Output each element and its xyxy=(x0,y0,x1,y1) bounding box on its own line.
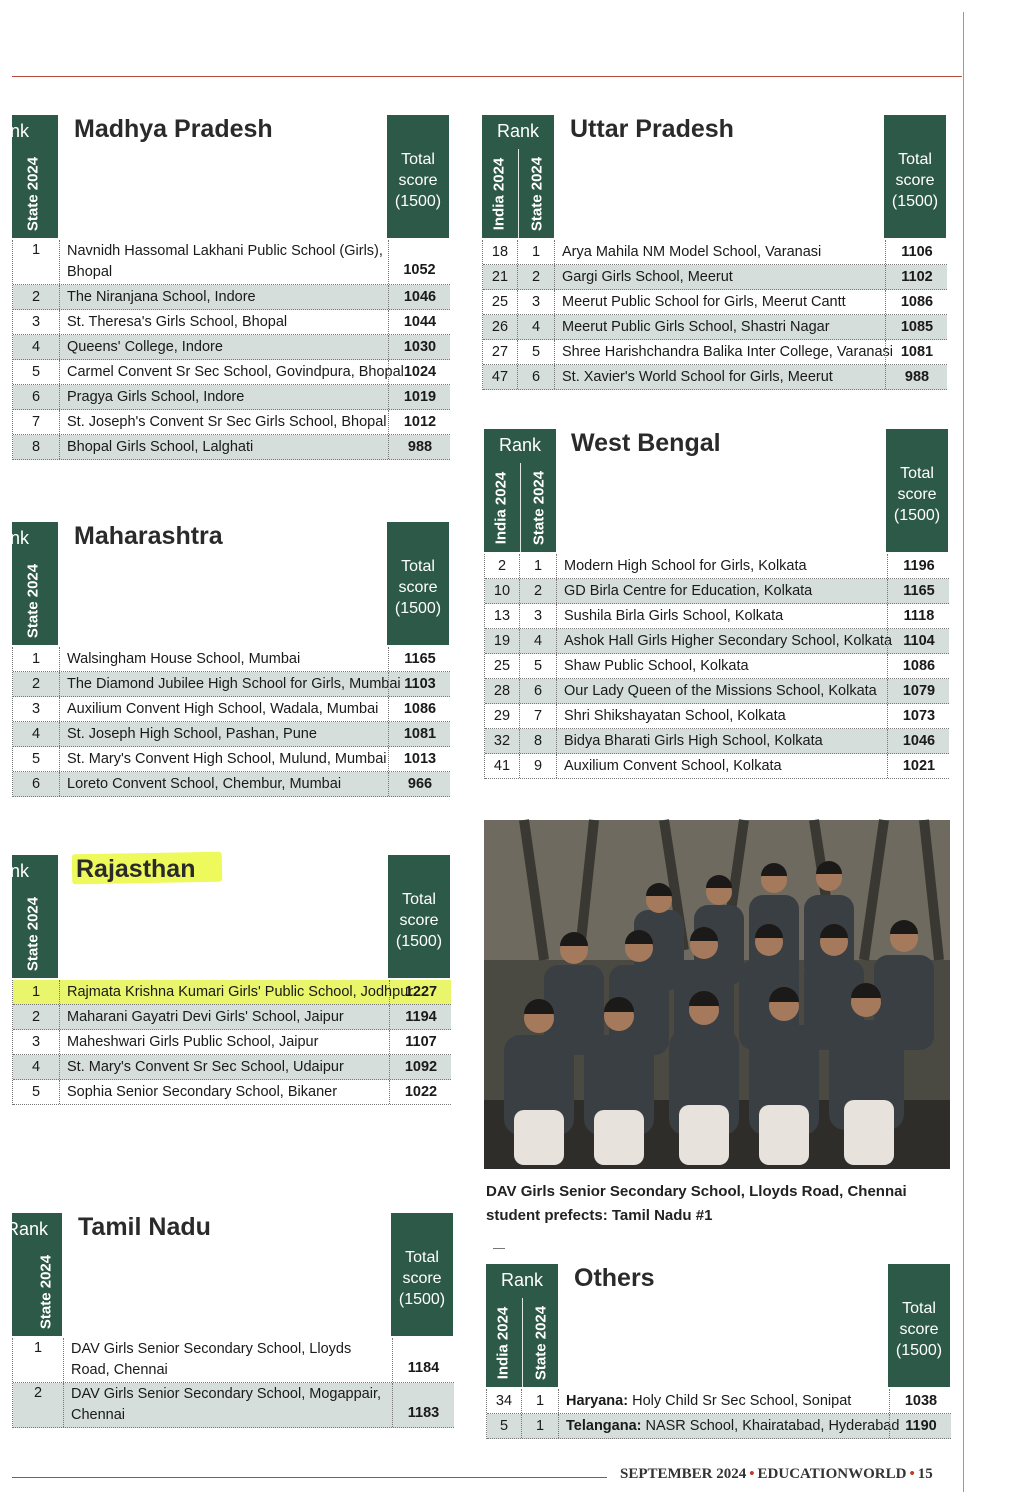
table-row: 41 9 Auxilium Convent School, Kolkata 1021 xyxy=(485,754,949,779)
table-row: 25 3 Meerut Public School for Girls, Meerut Cantt 1086 xyxy=(483,290,947,315)
rank-label: Rank xyxy=(6,1219,49,1239)
total-score-header: Total score (1500) xyxy=(387,522,449,645)
table-row: 1 Walsingham House School, Mumbai 1165 xyxy=(13,647,450,672)
table-row: 1 Navnidh Hassomal Lakhani Public School (Girls), Bhopal 1052 xyxy=(13,240,450,285)
table-row: 47 6 St. Xavier's World School for Girls, Meerut 988 xyxy=(483,365,947,390)
issue-date: SEPTEMBER 2024 xyxy=(620,1466,747,1482)
group-photo-illustration xyxy=(484,820,950,1169)
section-title: Tamil Nadu xyxy=(78,1213,211,1241)
table-row: 4 Queens' College, Indore 1030 xyxy=(13,335,450,360)
rank-header xyxy=(6,1213,62,1336)
state-2024-label: State 2024 xyxy=(37,1254,55,1329)
photo-caption: DAV Girls Senior Secondary School, Lloyds Road, Chennai student prefects: Tamil Nadu #1 xyxy=(486,1183,907,1224)
table-row: 3 Maheshwari Girls Public School, Jaipur 1107 xyxy=(13,1030,451,1055)
india-2024-label: India 2024 xyxy=(490,157,508,230)
table-row: 5 Sophia Senior Secondary School, Bikaner 1022 xyxy=(13,1080,451,1105)
state-2024-label: State 2024 xyxy=(532,1305,550,1380)
table-row: 26 4 Meerut Public Girls School, Shastri Nagar 1085 xyxy=(483,315,947,340)
table-row: 4 St. Mary's Convent Sr Sec School, Udaipur 1092 xyxy=(13,1055,451,1080)
table-row: 6 Pragya Girls School, Indore 1019 xyxy=(13,385,450,410)
table-row: 2 Maharani Gayatri Devi Girls' School, Jaipur 1194 xyxy=(13,1005,451,1030)
table-row: 25 5 Shaw Public School, Kolkata 1086 xyxy=(485,654,949,679)
table-row-highlighted: 1 Rajmata Krishna Kumari Girls' Public School, Jodhpur 1227 xyxy=(13,980,451,1005)
state-2024-label: State 2024 xyxy=(528,156,546,231)
table-row: 13 3 Sushila Birla Girls School, Kolkata 1118 xyxy=(485,604,949,629)
caption-separator xyxy=(493,1248,505,1249)
rank-rows xyxy=(484,554,949,779)
page-edge-rule xyxy=(963,12,964,1492)
state-2024-label: State 2024 xyxy=(24,896,42,971)
section-title: Uttar Pradesh xyxy=(570,115,734,143)
rank-label: ank xyxy=(0,121,30,141)
india-2024-label: India 2024 xyxy=(492,471,510,544)
state-2024-label: State 2024 xyxy=(24,563,42,638)
rank-rows xyxy=(12,1338,454,1428)
rank-label: Rank xyxy=(500,1270,544,1290)
table-row: 34 1 Haryana: Holy Child Sr Sec School, Sonipat 1038 xyxy=(487,1389,951,1414)
table-row: 10 2 GD Birla Centre for Education, Kolkata 1165 xyxy=(485,579,949,604)
top-divider xyxy=(12,76,962,77)
table-row: 2 The Diamond Jubilee High School for Girls, Mumbai 1103 xyxy=(13,672,450,697)
table-row: 29 7 Shri Shikshayatan School, Kolkata 1073 xyxy=(485,704,949,729)
rank-header xyxy=(0,855,58,978)
rank-rows xyxy=(486,1389,951,1439)
total-score-header: Total score (1500) xyxy=(388,855,450,978)
rank-label: Rank xyxy=(496,121,540,141)
table-row: 32 8 Bidya Bharati Girls High School, Kolkata 1046 xyxy=(485,729,949,754)
table-row: 4 St. Joseph High School, Pashan, Pune 1081 xyxy=(13,722,450,747)
table-row: 5 1 Telangana: NASR School, Khairatabad, Hyderabad 1190 xyxy=(487,1414,951,1439)
table-row: 19 4 Ashok Hall Girls Higher Secondary School, Kolkata 1104 xyxy=(485,629,949,654)
page-footer: SEPTEMBER 2024 • EDUCATIONWORLD • 15 xyxy=(620,1466,933,1482)
table-row: 6 Loreto Convent School, Chembur, Mumbai 966 xyxy=(13,772,450,797)
rank-header xyxy=(486,1264,558,1387)
table-row: 2 The Niranjana School, Indore 1046 xyxy=(13,285,450,310)
rank-rows xyxy=(12,647,450,797)
section-title: Maharashtra xyxy=(74,522,223,550)
rank-rows xyxy=(12,980,451,1105)
total-score-header: Total score (1500) xyxy=(888,1264,950,1387)
rank-header xyxy=(484,429,556,552)
table-row: 7 St. Joseph's Convent Sr Sec Girls School, Bhopal 1012 xyxy=(13,410,450,435)
state-2024-label: State 2024 xyxy=(530,470,548,545)
footer-rule xyxy=(12,1477,607,1478)
section-title: Rajasthan xyxy=(76,855,196,883)
rank-header xyxy=(482,115,554,238)
rank-label: Rank xyxy=(498,435,542,455)
table-row: 1 DAV Girls Senior Secondary School, Lloyds Road, Chennai 1184 xyxy=(13,1338,454,1383)
total-score-header: Total score (1500) xyxy=(886,429,948,552)
table-row: 28 6 Our Lady Queen of the Missions School, Kolkata 1079 xyxy=(485,679,949,704)
total-score-header: Total score (1500) xyxy=(391,1213,453,1336)
table-row: 5 Carmel Convent Sr Sec School, Govindpura, Bhopal 1024 xyxy=(13,360,450,385)
rank-header xyxy=(0,115,58,238)
section-title: Others xyxy=(574,1264,655,1292)
table-row: 2 DAV Girls Senior Secondary School, Mogappair, Chennai 1183 xyxy=(13,1383,454,1428)
page-number: 15 xyxy=(917,1466,933,1482)
section-title: West Bengal xyxy=(571,429,721,457)
table-row: 27 5 Shree Harishchandra Balika Inter College, Varanasi 1081 xyxy=(483,340,947,365)
rank-label: ank xyxy=(0,861,30,881)
india-2024-label: India 2024 xyxy=(494,1306,512,1379)
magazine-name: EDUCATIONWORLD xyxy=(757,1466,907,1482)
table-row: 3 Auxilium Convent High School, Wadala, Mumbai 1086 xyxy=(13,697,450,722)
table-row: 8 Bhopal Girls School, Lalghati 988 xyxy=(13,435,450,460)
rank-label: ank xyxy=(0,528,30,548)
table-row: 5 St. Mary's Convent High School, Mulund, Mumbai 1013 xyxy=(13,747,450,772)
total-score-header: Total score (1500) xyxy=(884,115,946,238)
table-row: 21 2 Gargi Girls School, Meerut 1102 xyxy=(483,265,947,290)
rank-rows xyxy=(12,240,450,460)
state-2024-label: State 2024 xyxy=(24,156,42,231)
table-row: 3 St. Theresa's Girls School, Bhopal 1044 xyxy=(13,310,450,335)
total-score-header: Total score (1500) xyxy=(387,115,449,238)
student-prefects-photo xyxy=(484,820,950,1169)
rank-header xyxy=(0,522,58,645)
section-title: Madhya Pradesh xyxy=(74,115,273,143)
table-row: 2 1 Modern High School for Girls, Kolkata 1196 xyxy=(485,554,949,579)
rank-rows xyxy=(482,240,947,390)
table-row: 18 1 Arya Mahila NM Model School, Varanasi 1106 xyxy=(483,240,947,265)
